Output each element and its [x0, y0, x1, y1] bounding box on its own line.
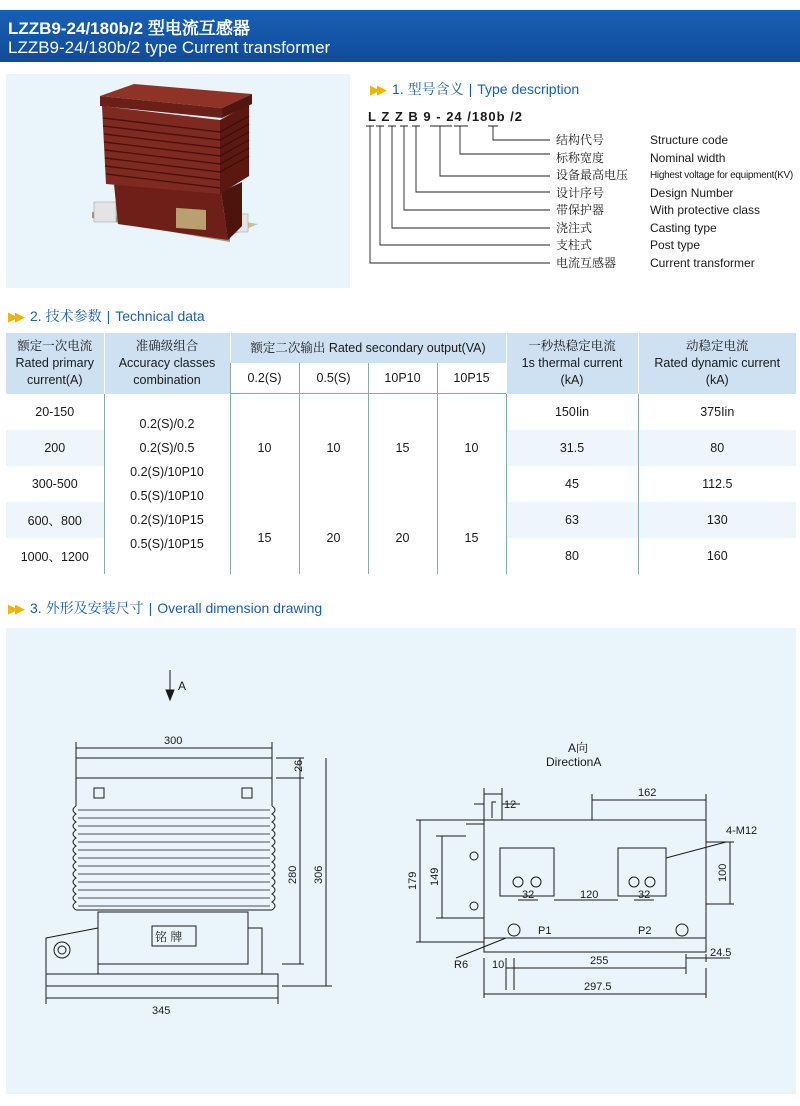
dim-label: 300 — [164, 735, 183, 747]
terminal-label: P2 — [638, 925, 652, 937]
type-item-cn: 电流互感器 — [556, 255, 617, 270]
cell-output: 15 — [230, 502, 299, 574]
cell-output: 15 — [437, 502, 506, 574]
section2-title-en: Technical data — [115, 308, 205, 324]
cell-output: 20 — [368, 502, 437, 574]
cell-primary: 200 — [6, 430, 104, 466]
cell-dynamic: 375Iin — [638, 394, 796, 430]
cell-dynamic: 80 — [638, 430, 796, 466]
dim-label: 4-M12 — [726, 825, 758, 837]
cell-thermal: 150Iin — [506, 394, 638, 430]
type-item-en: Current transformer — [650, 255, 755, 270]
dim-label: 24.5 — [710, 947, 732, 959]
type-items-cn — [556, 132, 628, 272]
header-secondary-output: 额定二次输出 Rated secondary output(VA) — [230, 333, 506, 363]
section3-title: ▶▶ 3. 外形及安装尺寸 | Overall dimension drawing — [8, 600, 323, 616]
header-thermal: 一秒热稳定电流 1s thermal current (kA) — [506, 333, 638, 394]
drawing-canvas — [6, 628, 796, 1094]
dim-label: 255 — [590, 955, 609, 967]
type-item-en: Design Number — [650, 185, 734, 200]
cell-primary: 20-150 — [35, 404, 75, 419]
direction-label-en: DirectionA — [546, 755, 602, 769]
cell-primary: 300-500 — [31, 476, 78, 491]
product-photo — [6, 74, 350, 288]
type-code: L Z Z B 9 - 24 /180b /2 — [368, 109, 523, 124]
table-row — [6, 394, 796, 430]
cell-dynamic: 130 — [638, 502, 796, 538]
dim-label: 10 — [492, 959, 505, 971]
dim-label: 26 — [293, 759, 305, 772]
dim-label: 12 — [504, 799, 517, 811]
type-item-cn: 设备最高电压 — [556, 168, 629, 182]
header-dynamic: 动稳定电流 Rated dynamic current (kA) — [638, 333, 796, 394]
subheader-0.5s: 0.5(S) — [299, 363, 368, 394]
dim-label: 32 — [522, 889, 535, 901]
section1-arrow-icon: ▶▶ — [370, 82, 384, 97]
type-item-cn: 标称宽度 — [556, 150, 605, 165]
section1-title-cn: 型号含义 — [407, 81, 464, 97]
cell-primary: 1000、1200 — [20, 549, 89, 564]
dimension-drawing — [6, 628, 796, 1094]
subheader-0.2s: 0.2(S) — [230, 363, 299, 394]
page-title-en: LZZB9-24/180b/2 type Current transformer — [8, 38, 331, 57]
dim-label: 100 — [717, 863, 729, 882]
cell-dynamic: 112.5 — [638, 466, 796, 502]
type-items-en — [650, 132, 793, 272]
subheader-10p10: 10P10 — [368, 363, 437, 394]
type-item-en: Highest voltage for equipment(KV) — [650, 170, 793, 181]
dim-label: R6 — [454, 959, 469, 971]
cell-thermal: 80 — [506, 538, 638, 574]
type-item-cn: 浇注式 — [556, 220, 593, 235]
cell-output: 10 — [230, 394, 299, 502]
type-item-en: Post type — [650, 238, 701, 252]
type-item-cn: 设计序号 — [556, 185, 605, 200]
dim-label: 162 — [638, 787, 657, 799]
page-header — [0, 10, 800, 62]
page-title-cn: LZZB9-24/180b/2 型电流互感器 — [8, 19, 250, 38]
dim-label: 120 — [580, 889, 599, 901]
header-accuracy: 准确级组合 Accuracy classes combination — [104, 333, 230, 394]
header-rated-primary: 额定一次电流 Rated primary current(A) — [6, 333, 104, 394]
terminal-label: P1 — [538, 925, 552, 937]
cell-output: 10 — [299, 394, 368, 502]
section2-title: ▶▶ 2. 技术参数 | Technical data — [8, 308, 205, 324]
section2-arrow-icon: ▶▶ — [8, 309, 22, 324]
cell-thermal: 45 — [506, 466, 638, 502]
dim-label: 149 — [429, 867, 441, 886]
section1-title-en: Type description — [477, 81, 580, 97]
type-item-cn: 支柱式 — [556, 238, 593, 252]
section1-title: ▶▶ 1. 型号含义 | Type description — [370, 81, 580, 97]
section2-title-cn: 技术参数 — [45, 308, 102, 324]
type-item-en: With protective class — [650, 203, 761, 217]
cell-output: 20 — [299, 502, 368, 574]
cell-thermal: 31.5 — [506, 430, 638, 466]
type-item-en: Casting type — [650, 220, 717, 235]
technical-data-table — [6, 333, 796, 574]
transformer-illustration — [6, 74, 350, 288]
cell-dynamic: 160 — [638, 538, 796, 574]
dim-label: 32 — [638, 889, 651, 901]
cell-output: 10 — [437, 394, 506, 502]
dim-label: 297.5 — [584, 981, 612, 993]
dim-label: 179 — [407, 871, 419, 890]
dim-label: 306 — [313, 865, 325, 884]
dim-label: 280 — [287, 865, 299, 884]
subheader-10p15: 10P15 — [437, 363, 506, 394]
cell-primary: 600、800 — [6, 502, 104, 538]
cell-thermal: 63 — [506, 502, 638, 538]
type-item-en: Nominal width — [650, 150, 726, 165]
type-item-cn: 带保护器 — [556, 203, 605, 217]
type-item-en: Structure code — [650, 133, 729, 147]
cell-output: 15 — [368, 394, 437, 502]
section3-title-cn: 外形及安装尺寸 — [45, 600, 144, 616]
nameplate-label: 铭 牌 — [155, 930, 183, 944]
cell-accuracy-list: 0.2(S)/0.2 0.2(S)/0.5 0.2(S)/10P10 0.5(S)/10P10 0.2(S)/10P15 0.5(S)/10P15 — [104, 394, 230, 574]
dim-label: 345 — [152, 1005, 171, 1017]
type-item-cn: 结构代号 — [556, 133, 605, 147]
view-arrow-label: A — [178, 679, 187, 693]
type-code-tree — [360, 120, 560, 275]
direction-label-cn: A向 — [568, 741, 589, 755]
section3-title-en: Overall dimension drawing — [157, 600, 323, 616]
section3-arrow-icon: ▶▶ — [8, 601, 22, 616]
